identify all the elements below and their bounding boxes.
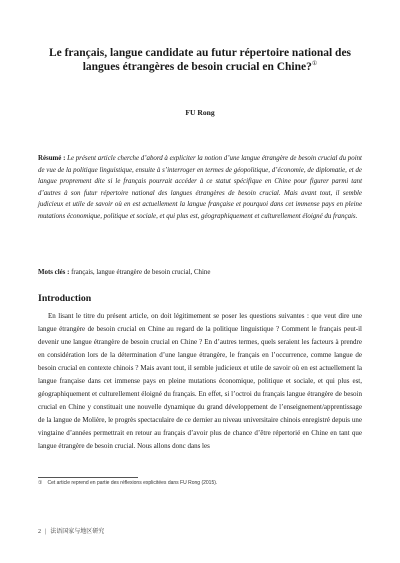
journal-name: 法语国家与地区研究 (50, 529, 105, 535)
keywords-text: français, langue étrangère de besoin crucial, Chine (71, 269, 211, 276)
article-title (40, 46, 360, 74)
article-author: FU Rong (185, 108, 215, 117)
footnote (38, 480, 362, 487)
abstract-text: Le présent article cherche d’abord à expliciter la notion d’une langue étrangère de besoin crucial du point de vue de la politique linguistique, ensuite à s’interroger en termes de géopolitique, d’économie, de diplomatie, et de langue proprement dite si le français pourrait accéder à ce statut spécifique en Chine pour figurer parmi tant d’autres à son futur répertoire national des langues étrangères de besoin crucial. Mais avant tout, il semble judicieux et utile de savoir où en est actuellement la langue française et pourquoi dans cet immense pays en pleine mutations économique, politique et sociale, et qui plus est, géographiquement et culturellement éloigné du français. (38, 155, 362, 220)
title-footnote-ref[interactable]: ① (311, 61, 318, 68)
article-title-text: Le français, langue candidate au futur répertoire national des langues étrangères de besoin crucial en Chine? (48, 47, 352, 73)
footnote-text: Cet article reprend en partie des réflexions explicitées dans FU Rong (2015). (47, 480, 218, 486)
page-footer (38, 526, 104, 535)
keywords-label: Mots clés : (38, 269, 70, 276)
footnote-mark: ① (38, 480, 43, 486)
page-number: 2 (38, 529, 41, 535)
section-heading: Introduction (38, 293, 92, 304)
footnote-divider (38, 477, 138, 478)
body-paragraph: En lisant le titre du présent article, on doit légitimement se poser les questions suivantes : que veut dire une langue étrangère de besoin crucial en Chine au regard de la politique linguistique ? Comment le français peut-il devenir une langue étrangère de besoin crucial en Chine ? En d’autres termes, quels seraient les facteurs à prendre en considération lors de la détermination d’une langue étrangère, le français en l’occurrence, comme langue de besoin crucial en contexte chinois ? Mais avant tout, il semble judicieux et utile de savoir où en est actuellement la langue française dans cet immense pays en pleine mutations économique, politique et sociale, et qui plus est, géographiquement et culturellement éloigné du français. En effet, si l’octroi du français langue étrangère de besoin crucial en Chine y constituait une nouvelle dynamique du grand développement de l’enseignement/apprentissage de la langue de Molière, le progrès spectaculaire de ce dernier au niveau universitaire chinois enregistré depuis une vingtaine d’années permettrait en retour au français d’avoir plus de chance d’être répertorié en Chine en tant que langue étrangère de besoin crucial. Nous allons donc dans les (38, 312, 362, 450)
keywords (38, 267, 362, 278)
abstract-label: Résumé : (38, 155, 66, 162)
abstract (38, 153, 362, 223)
footer-separator: | (45, 529, 47, 535)
